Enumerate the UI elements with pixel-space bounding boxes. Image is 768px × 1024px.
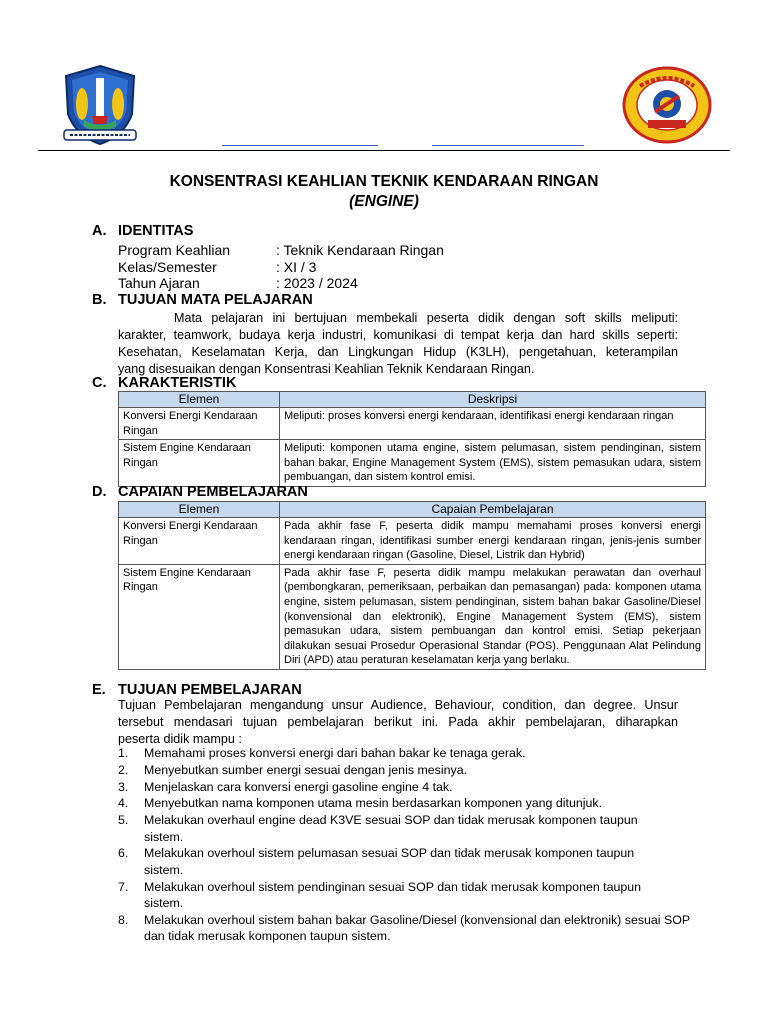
- table-row: [119, 518, 706, 565]
- table-header-row: [119, 502, 706, 518]
- list-item: [118, 845, 664, 878]
- section-number: B.: [92, 292, 107, 308]
- table-row: [119, 440, 706, 487]
- list-item: [118, 879, 674, 912]
- table-header-cell: Deskripsi: [280, 392, 706, 408]
- paragraph-line: tersebut mendasari tujuan pembelajaran berikut ini. Pada akhir pembelajaran, diharapkan: [118, 715, 678, 729]
- list-text: Menyebutkan nama komponen utama mesin berdasarkan komponen yang ditunjuk.: [144, 796, 603, 811]
- tujuan-mapel-paragraph: [118, 310, 678, 378]
- identity-value: : 2023 / 2024: [276, 275, 358, 291]
- table-cell-elemen: Sistem Engine Kendaraan Ringan: [119, 564, 280, 669]
- table-cell-elemen: Konversi Energi Kendaraan Ringan: [119, 518, 280, 565]
- list-text: Melakukan overhaul engine dead K3VE sesuai SOP dan tidak merusak komponen taupun sistem.: [144, 813, 638, 844]
- list-text: Memahami proses konversi energi dari bahan bakar ke tenaga gerak.: [144, 746, 526, 760]
- list-item: [118, 812, 674, 845]
- list-text: Menjelaskan cara konversi energi gasoline engine 4 tak.: [144, 779, 453, 794]
- header-link-underline: [222, 145, 378, 146]
- table-header-cell: Elemen: [119, 392, 280, 408]
- header-divider: [38, 150, 730, 151]
- table-cell-capaian: Pada akhir fase F, peserta didik mampu memahami proses konversi energi kendaraan ringan, identifikasi sumber energi kendaraan ringan, jenis-jenis sumber energi kendaraan ringan (Gasoline, Diesel, Listrik dan Hybrid): [280, 518, 706, 565]
- document-subtitle: (ENGINE): [349, 193, 419, 210]
- paragraph-line: Kesehatan, Keselamatan Kerja, dan Lingkungan Hidup (K3LH), pengetahuan, keterampilan: [118, 345, 678, 359]
- list-number: 7.: [118, 879, 129, 894]
- identity-label: Tahun Ajaran: [118, 275, 200, 291]
- identity-value: : Teknik Kendaraan Ringan: [276, 242, 444, 258]
- list-number: 2.: [118, 762, 129, 777]
- identity-row: [118, 259, 316, 275]
- list-text: Menyebutkan sumber energi sesuai dengan jenis mesinya.: [144, 762, 468, 777]
- header-link-underline: [432, 145, 584, 146]
- list-text: Melakukan overhoul sistem pendinginan sesuai SOP dan tidak merusak komponen taupun sistem.: [144, 879, 642, 910]
- document-title: KONSENTRASI KEAHLIAN TEKNIK KENDARAAN RINGAN: [169, 173, 599, 190]
- karakteristik-table: [118, 391, 706, 487]
- provincial-emblem-logo: [62, 64, 138, 148]
- paragraph-line: Mata pelajaran ini bertujuan membekali peserta didik dengan soft skills meliputi:: [174, 311, 678, 325]
- section-title: KARAKTERISTIK: [118, 375, 237, 391]
- section-number: E.: [92, 682, 106, 698]
- identity-row: [118, 275, 358, 291]
- list-item: [118, 912, 704, 945]
- table-header-row: [119, 392, 706, 408]
- identity-label: Kelas/Semester: [118, 259, 217, 275]
- list-number: 1.: [118, 746, 129, 760]
- section-number: D.: [92, 484, 107, 500]
- list-item: [118, 745, 688, 761]
- list-text: Melakukan overhoul sistem bahan bakar Gasoline/Diesel (konvensional dan elektronik) sesuai SOP dan tidak merusak komponen taupun sistem.: [144, 912, 690, 944]
- identity-label: Program Keahlian: [118, 242, 231, 258]
- section-title: TUJUAN MATA PELAJARAN: [118, 292, 313, 308]
- paragraph-line: karakter, teamwork, budaya kerja industri, komunikasi di tempat kerja dan hard skills seperti:: [118, 328, 678, 342]
- section-heading-tujuan-mapel: [92, 292, 313, 308]
- section-title: CAPAIAN PEMBELAJARAN: [118, 484, 308, 500]
- table-row: [119, 564, 706, 669]
- list-number: 5.: [118, 813, 129, 828]
- section-number: C.: [92, 375, 107, 391]
- table-header-cell: Elemen: [119, 502, 280, 518]
- table-cell-elemen: Konversi Energi Kendaraan Ringan: [119, 408, 280, 440]
- section-heading-tujuan-pembelajaran: [92, 682, 302, 698]
- table-cell-capaian: Pada akhir fase F, peserta didik mampu melakukan perawatan dan overhaul (pembongkaran, pemeriksaan, perbaikan dan pemasangan) pada: komponen utama engine, sistem pelumasan, sistem pendinginan, sistem bahan bakar Gasoline/Diesel (konvensional dan elektronik), Engine Management System (EMS), sistem pemasukan udara, sistem pembuangan dan kontrol emisi. Setiap pekerjaan dilakukan sesuai Prosedur Operasional Standar (POS). Penggunaan Alat Pelindung Diri (APD) atau peraturan keselamatan kerja yang berlaku.: [280, 564, 706, 669]
- paragraph-line: peserta didik mampu :: [118, 732, 242, 746]
- table-header-cell: Capaian Pembelajaran: [280, 502, 706, 518]
- list-number: 8.: [118, 912, 129, 927]
- list-item: [118, 795, 688, 811]
- table-row: [119, 408, 706, 440]
- section-heading-karakteristik: [92, 375, 236, 391]
- list-number: 3.: [118, 779, 129, 794]
- list-number: 4.: [118, 796, 129, 811]
- list-item: [118, 762, 688, 778]
- list-number: 6.: [118, 846, 129, 861]
- tujuan-pembelajaran-intro: [118, 697, 678, 748]
- section-heading-capaian: [92, 484, 308, 500]
- list-item: [118, 779, 688, 795]
- table-cell-deskripsi: Meliputi: komponen utama engine, sistem pelumasan, sistem pendinginan, sistem bahan bakar, Engine Management System (EMS), sistem pemasukan udara, sistem pembuangan, dan sistem kontrol emisi.: [280, 440, 706, 487]
- section-number: A.: [92, 223, 107, 239]
- list-text: Melakukan overhoul sistem pelumasan sesuai SOP dan tidak merusak komponen taupun sistem.: [144, 846, 635, 877]
- tujuan-pembelajaran-list: [118, 745, 688, 945]
- identity-row: [118, 242, 444, 258]
- paragraph-line: Tujuan Pembelajaran mengandung unsur Audience, Behaviour, condition, dan degree. Unsur: [118, 698, 678, 712]
- identity-value: : XI / 3: [276, 259, 317, 275]
- school-seal-logo: [622, 66, 712, 144]
- capaian-table: [118, 501, 706, 670]
- section-heading-identitas: [92, 223, 193, 239]
- table-cell-deskripsi: Meliputi: proses konversi energi kendaraan, identifikasi energi kendaraan ringan: [280, 408, 706, 440]
- section-title: IDENTITAS: [118, 223, 194, 239]
- table-cell-elemen: Sistem Engine Kendaraan Ringan: [119, 440, 280, 487]
- paragraph-line: yang disesuaikan dengan Konsentrasi Keahlian Teknik Kendaraan Ringan.: [118, 362, 535, 376]
- section-title: TUJUAN PEMBELAJARAN: [118, 682, 302, 698]
